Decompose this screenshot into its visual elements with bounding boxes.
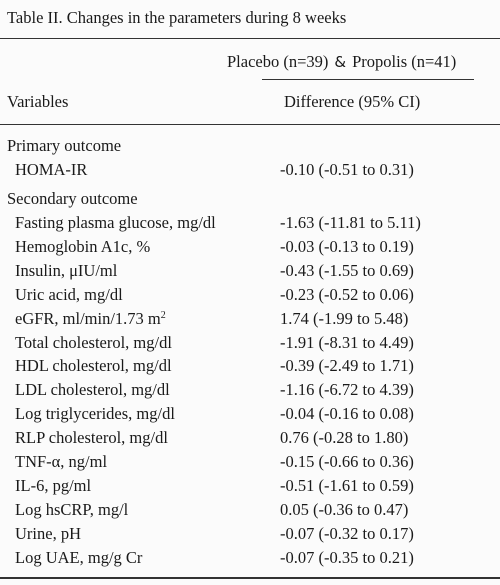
- row-value: -0.07 (-0.32 to 0.17): [280, 523, 414, 543]
- row-label-text: Uric acid, mg/dl: [15, 284, 123, 304]
- row-label-text: IL-6, pg/ml: [15, 475, 92, 495]
- row-label-text: HDL cholesterol, mg/dl: [15, 356, 172, 376]
- row-label-text: LDL cholesterol, mg/dl: [15, 380, 170, 400]
- header-bottom-rule: [0, 124, 500, 125]
- table-row: [0, 500, 500, 526]
- table-row: [0, 160, 500, 186]
- row-label-text: TNF-α, ng/ml: [15, 452, 108, 471]
- table-row: [0, 548, 500, 574]
- row-label: [15, 380, 170, 400]
- table-row: [0, 309, 500, 335]
- row-value: -0.03 (-0.13 to 0.19): [280, 236, 414, 256]
- row-value: 1.74 (-1.99 to 5.48): [280, 308, 409, 328]
- row-value: 0.76 (-0.28 to 1.80): [280, 428, 409, 448]
- row-label-text: Insulin, μIU/ml: [15, 260, 118, 280]
- row-label-text: Fasting plasma glucose, mg/dl: [15, 213, 216, 232]
- table-row: [0, 237, 500, 263]
- row-label: [15, 309, 166, 329]
- row-label: [15, 452, 107, 472]
- column-header-difference: Difference (95% CI): [284, 92, 421, 111]
- top-rule: [0, 38, 500, 39]
- group-ampersand: &: [334, 53, 347, 71]
- row-value: -1.63 (-11.81 to 5.11): [280, 213, 421, 232]
- row-value: -0.07 (-0.35 to 0.21): [280, 547, 414, 567]
- table-row: [0, 261, 500, 287]
- table-row: [0, 476, 500, 502]
- row-value: -1.16 (-6.72 to 4.39): [280, 380, 414, 400]
- row-label: [15, 500, 128, 520]
- bottom-rule: [0, 577, 500, 579]
- row-label: [15, 213, 216, 233]
- row-label-text: Urine, pH: [15, 523, 81, 543]
- table-row: [0, 380, 500, 406]
- row-value: -1.91 (-8.31 to 4.49): [280, 332, 414, 352]
- row-label-text: Total cholesterol, mg/dl: [15, 332, 172, 352]
- row-value: -0.10 (-0.51 to 0.31): [280, 160, 414, 179]
- row-label-text: eGFR, ml/min/1.73 m: [15, 308, 161, 328]
- section-secondary-outcome: Secondary outcome: [7, 189, 138, 208]
- row-value: -0.23 (-0.52 to 0.06): [280, 284, 414, 304]
- row-label: [15, 261, 117, 281]
- column-header-variables: Variables: [7, 92, 69, 111]
- row-value: -0.04 (-0.16 to 0.08): [280, 404, 414, 424]
- table-row: [0, 285, 500, 311]
- table-row: [0, 452, 500, 478]
- row-label: [15, 285, 123, 305]
- row-label: HOMA-IR: [15, 160, 88, 179]
- header-subrule: [262, 79, 474, 80]
- table-row: [0, 524, 500, 550]
- row-label-text: Log hsCRP, mg/l: [15, 499, 129, 519]
- row-label-superscript: 2: [160, 309, 166, 321]
- group-placebo: Placebo (n=39): [227, 52, 329, 71]
- row-label-text: Log UAE, mg/g Cr: [15, 547, 143, 567]
- table-row: [0, 428, 500, 454]
- row-value: -0.51 (-1.61 to 0.59): [280, 475, 414, 495]
- row-value: 0.05 (-0.36 to 0.47): [280, 499, 409, 519]
- section-primary-outcome: Primary outcome: [7, 136, 122, 155]
- row-label: [15, 404, 175, 424]
- row-value: -0.39 (-2.49 to 1.71): [280, 356, 414, 376]
- table-row: [0, 213, 500, 239]
- group-propolis: Propolis (n=41): [352, 52, 457, 71]
- row-value: -0.43 (-1.55 to 0.69): [280, 260, 414, 280]
- row-value: -0.15 (-0.66 to 0.36): [280, 452, 414, 471]
- row-label: [15, 548, 142, 568]
- table-row: [0, 404, 500, 430]
- table-row: [0, 333, 500, 359]
- table-row: [0, 356, 500, 382]
- row-label: [15, 333, 172, 353]
- table-title: Table II. Changes in the parameters during 8 weeks: [7, 8, 347, 27]
- row-label: [15, 428, 168, 448]
- row-label: [15, 356, 172, 376]
- row-label-text: Hemoglobin A1c, %: [15, 236, 151, 256]
- row-label: [15, 237, 150, 257]
- row-label: [15, 476, 91, 496]
- row-label: [15, 524, 81, 544]
- row-label-text: RLP cholesterol, mg/dl: [15, 428, 168, 448]
- group-header: [227, 52, 456, 72]
- row-label-text: Log triglycerides, mg/dl: [15, 404, 175, 424]
